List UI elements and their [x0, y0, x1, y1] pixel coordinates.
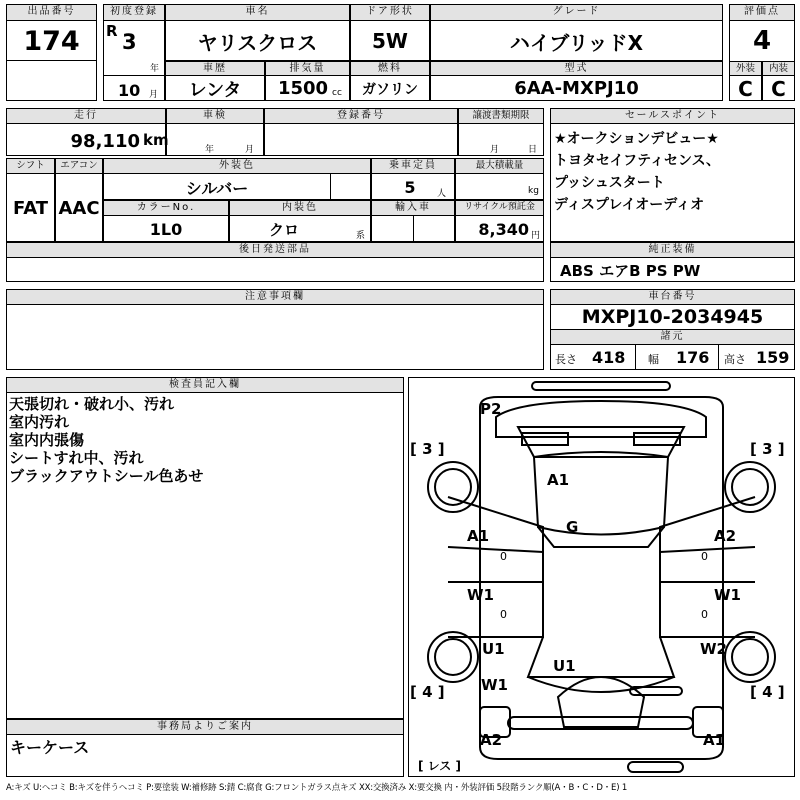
color-number: 1L0	[149, 219, 183, 239]
exterior-grade-header: 外装	[729, 61, 762, 76]
interior-color-unit: 系	[356, 231, 366, 241]
interior-grade: C	[771, 76, 786, 101]
model-code: 6AA-MXPJ10	[514, 78, 639, 99]
car-name-header: 車名	[165, 4, 350, 21]
car-outline-diagram	[408, 377, 795, 777]
grade-header: グレード	[430, 4, 723, 21]
damage-label-u1-rear: U1	[553, 657, 576, 675]
seating-capacity: 5	[404, 177, 416, 197]
import-header: 輸入車	[371, 200, 455, 216]
damage-label-a1-rear: A1	[703, 731, 726, 749]
spare-tire-status: [ レス ]	[418, 759, 461, 773]
equipment-list: ABS エアB PS PW	[560, 262, 701, 280]
inspection-year-unit: 年	[205, 145, 215, 155]
transfer-deadline-header: 譲渡書類期限	[458, 108, 544, 124]
first-registration-header: 初度登録	[103, 4, 165, 21]
model-code-header: 型式	[430, 61, 723, 76]
dim-split-1	[635, 345, 636, 370]
interior-color-header: 内装色	[229, 200, 371, 216]
lot-number-divider	[6, 60, 97, 61]
damage-label-zero-right-2: 0	[701, 608, 708, 621]
car-name: ヤリスクロス	[197, 30, 318, 55]
inspection-header: 車検	[166, 108, 264, 124]
dim-split-2	[718, 345, 719, 370]
inspector-note-3: 室内内張傷	[9, 431, 85, 449]
aircon-type: AAC	[58, 197, 100, 219]
shift-type: FAT	[12, 197, 49, 219]
inspector-note-1: 天張切れ・破れ小、汚れ	[9, 395, 175, 413]
damage-label-zero-left: 0	[500, 550, 507, 563]
inspection-month-unit: 月	[245, 145, 255, 155]
capacity-header: 乗車定員	[371, 158, 455, 174]
interior-color: クロ	[268, 220, 299, 239]
length-label: 長さ	[555, 353, 577, 366]
transfer-month-unit: 月	[490, 145, 500, 155]
height-value: 159	[756, 348, 790, 367]
length-value: 418	[592, 348, 626, 367]
registration-year: 3	[122, 30, 137, 54]
capacity-unit: 人	[437, 189, 447, 199]
chassis-header: 車台番号	[550, 289, 795, 305]
max-load-header: 最大積載量	[455, 158, 544, 174]
damage-label-a1-left: A1	[467, 527, 490, 545]
mileage-unit: km	[143, 131, 169, 149]
damage-label-a1-roof: A1	[547, 471, 570, 489]
caution-header: 注意事項欄	[6, 289, 544, 305]
fuel-type: ガソリン	[362, 81, 418, 98]
dimensions-header: 諸元	[550, 329, 795, 345]
lot-number-header: 出品番号	[6, 4, 97, 21]
damage-label-zero-right: 0	[701, 550, 708, 563]
registration-month-unit: 月	[149, 90, 159, 100]
overall-score: 4	[752, 26, 772, 56]
inspector-note-4: シートすれ中、汚れ	[9, 449, 144, 467]
aircon-header: エアコン	[55, 158, 103, 174]
registration-month: 10	[118, 81, 141, 100]
recycle-fee: 8,340	[478, 219, 529, 239]
displacement-unit: cc	[332, 88, 342, 98]
lot-number: 174	[23, 25, 80, 57]
score-header: 評価点	[729, 4, 795, 21]
damage-label-a2-right: A2	[714, 527, 737, 545]
sales-point-3: プッシュスタート	[554, 175, 665, 191]
interior-grade-header: 内装	[762, 61, 795, 76]
shift-header: シフト	[6, 158, 55, 174]
exterior-color-header: 外装色	[103, 158, 371, 174]
door-type-header: ドア形状	[350, 4, 430, 21]
damage-label-u1-left: U1	[482, 640, 505, 658]
damage-label-w1-left: W1	[467, 586, 494, 604]
era-letter: R	[106, 22, 118, 40]
mileage: 98,110	[70, 130, 140, 152]
damage-label-p2: P2	[480, 400, 502, 418]
displacement-header: 排気量	[265, 61, 350, 76]
recycle-fee-unit: 円	[531, 231, 541, 241]
sales-point-4: ディスプレイオーディオ	[554, 197, 705, 213]
ext-color-split	[330, 174, 331, 200]
inspector-note-2: 室内汚れ	[9, 413, 70, 431]
chassis-number: MXPJ10-2034945	[581, 306, 764, 328]
inspector-note-5: ブラックアウトシール色あせ	[9, 467, 204, 485]
sales-point-1: ★オークションデビュー★	[554, 131, 719, 147]
grade: ハイブリッドX	[509, 30, 644, 55]
tire-score-rear-left: [ 4 ]	[410, 683, 445, 701]
max-load-unit: kg	[528, 186, 539, 196]
later-shipping-parts-header: 後日発送部品	[6, 242, 544, 258]
color-number-header: カラーNo.	[103, 200, 229, 216]
inspector-notes-header: 検査員記入欄	[6, 377, 404, 393]
height-label: 高さ	[724, 353, 746, 366]
width-value: 176	[676, 348, 710, 367]
fuel-header: 燃料	[350, 61, 430, 76]
damage-code-legend: A:キズ U:ヘコミ B:キズを伴うヘコミ P:要塗装 W:補修跡 S:錆 C:腐食 G:フロントガラス点キズ XX:交換済み X:要交換 内・外装評価 5段階ランク順(A・B・C・D・E) 1	[6, 783, 628, 793]
damage-label-a2-rear: A2	[480, 731, 503, 749]
office-note: キーケース	[10, 738, 90, 757]
damage-label-zero-left-2: 0	[500, 608, 507, 621]
damage-label-g: G	[566, 518, 579, 536]
exterior-grade: C	[738, 76, 753, 101]
registration-year-unit: 年	[150, 64, 160, 74]
mileage-header: 走行	[6, 108, 166, 124]
door-type: 5W	[372, 29, 408, 53]
sales-point-2: トヨタセイフティセンス、	[554, 153, 721, 169]
recycle-fee-header: リサイクル預託金	[455, 200, 544, 216]
history-header: 車歴	[165, 61, 265, 76]
tire-score-front-right: [ 3 ]	[750, 440, 785, 458]
damage-label-w1-rear: W1	[481, 676, 508, 694]
vehicle-history: レンタ	[188, 79, 242, 101]
width-label: 幅	[648, 353, 659, 366]
transfer-day-unit: 日	[528, 145, 538, 155]
import-split	[413, 216, 414, 242]
office-notice-header: 事務局よりご案内	[6, 719, 404, 735]
reg-divider	[103, 75, 165, 76]
tire-score-rear-right: [ 4 ]	[750, 683, 785, 701]
tire-score-front-left: [ 3 ]	[410, 440, 445, 458]
damage-label-w2-right: W2	[700, 640, 727, 658]
equipment-header: 純正装備	[550, 242, 795, 258]
sales-points-header: セールスポイント	[550, 108, 795, 124]
damage-label-w1-right: W1	[714, 586, 741, 604]
displacement: 1500	[277, 78, 329, 99]
plate-number-header: 登録番号	[264, 108, 458, 124]
exterior-color: シルバー	[185, 178, 249, 198]
